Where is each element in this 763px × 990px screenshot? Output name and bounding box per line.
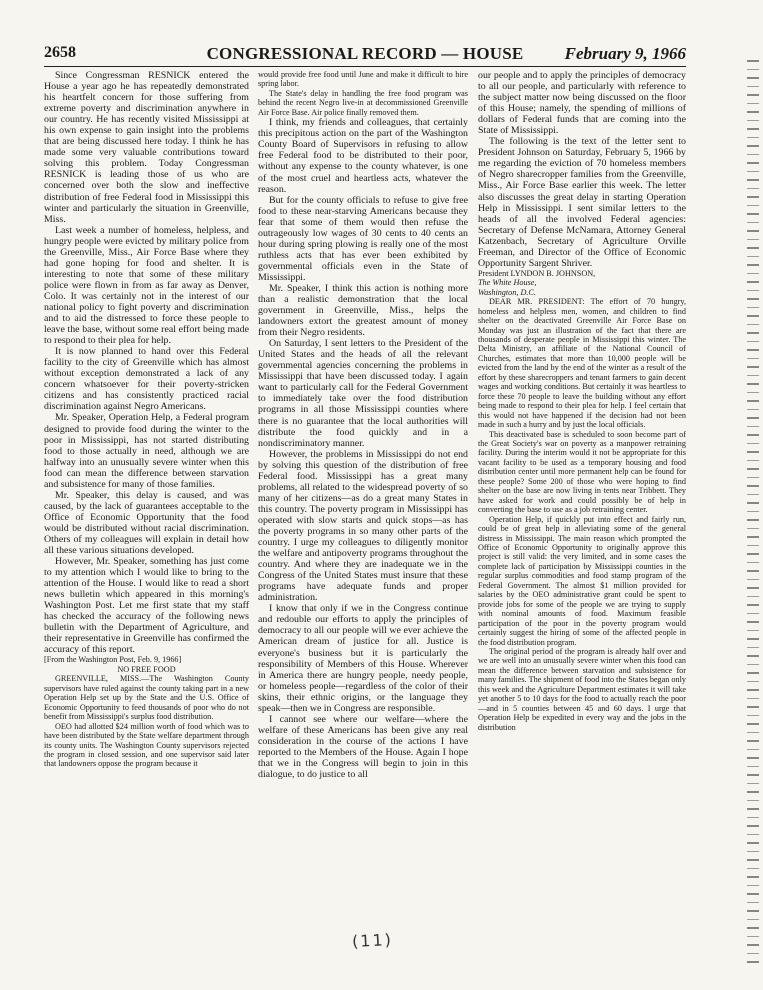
issue-date: February 9, 1966 bbox=[564, 44, 686, 63]
paragraph: Mr. Speaker, Operation Help, a Federal program designed to provide food during the winter to the poor in Mississippi, has not started distributing food to those actually in need, although we are halfway into an unusually severe winter when this food can mean the difference between starvation and subsistence for many of those families. bbox=[44, 412, 249, 490]
letter-paragraph: DEAR MR. PRESIDENT: The effort of 70 hungry, homeless and helpless men, women, and children to find shelter on the deactivated Greenville Air Force Base on Monday was just an illustration of the fact that there are thousands of desperate people in Mississippi this winter. The Delta Ministry, an affiliate of the National Council of Churches, estimates that more than 10,000 people will be evicted from the land by the end of the winter as a result of the effort by these sharecroppers and tenant farmers to gain decent wages and working conditions. But certainly it was heartless to force these 70 people to leave the building without any effort being made to respond to their plea for help. I feel certain that this would not have happened if the decision had not been made in such a hurry and by just the local officials. bbox=[478, 297, 686, 430]
column-2 bbox=[258, 70, 468, 780]
handwritten-page-note: (11) bbox=[351, 929, 394, 952]
paragraph: Last week a number of homeless, helpless, and hungry people were evicted by military police from the Greenville, Miss., Air Force Base where they had gone hoping for food and shelter. It is interesting to note that some of these military police were flown in from as far away as Denver, Colo. It was certainly not in the interest of our national policy to fight poverty and discrimination and to aid the distressed to force these people to leave the base, without some real effort being made to respond to their plea for help. bbox=[44, 224, 249, 347]
news-paragraph: The State's delay in handling the free food program was behind the recent Negro live-in at decommissioned Greenville Air Force Base. Air police finally removed them. bbox=[258, 88, 468, 117]
paragraph: Mr. Speaker, this delay is caused, and was caused, by the lack of guarantees acceptable to the Office of Economic Opportunity that the food would be distributed without racial discrimination. Others of my colleagues will explain in detail how all these various situations developed. bbox=[44, 489, 249, 557]
paragraph: It is now planned to hand over this Federal facility to the city of Greenville which has almost without exception demonstrated a lack of any concern whatsoever for their poverty-stricken citizens and has consistently practiced racial discrimination against Negro Americans. bbox=[44, 346, 249, 413]
paragraph: I cannot see where our welfare—where the welfare of these Americans has been give any real consideration in the course of the actions I have reported to the Members of the House. Again I hope that we in the Congress will begin to join in this dialogue, to do justice to all bbox=[258, 713, 468, 781]
paragraph: On Saturday, I sent letters to the President of the United States and the heads of all the relevant governmental agencies concerning the problems in Mississippi that have been discussed today. I again want to particularly call for the Federal Government to immediately take over the food distribution programs in all those Mississippi counties where there is no guarantee that the local authorities will distribute the food quickly and in a nondiscriminatory manner. bbox=[258, 338, 468, 449]
paragraph: But for the county officials to refuse to give free food to these near-starving Americans because they fear that some of them would then refuse the outrageously low wages of 30 cents to 40 cents an hour during spring plowing is really one of the most ruthless acts that has ever been exhibited by governmental officials even in the State of Mississippi. bbox=[258, 194, 468, 283]
news-paragraph: would provide free food until June and make it difficult to hire spring labor. bbox=[258, 70, 468, 89]
page-number: 2658 bbox=[44, 44, 76, 61]
column-1 bbox=[44, 70, 249, 769]
paragraph: our people and to apply the principles of democracy to all our people, and particularly with reference to the subject matter now being discussed on the floor of this House; namely, the spending of millions of dollars of Federal funds that are coming into the State of Mississippi. bbox=[478, 70, 686, 137]
paragraph: Since Congressman RESNICK entered the House a year ago he has repeatedly demonstrated his heartfelt concern for those suffering from extreme poverty and discrimination anywhere in our country. He has recently visited Mississippi at his own expense to gain insight into the problems that are being discussed here today. I think he has made some very valuable contributions toward solving this problem. Today Congressman RESNICK is leading those of us who are concerned over both the slow and ineffective distribution of free Federal food in Mississippi this winter and particularly the situation in Greenville, Miss. bbox=[44, 70, 249, 225]
article-heading: NO FREE FOOD bbox=[117, 664, 176, 674]
letter-paragraph: Operation Help, if quickly put into effect and fairly run, could be of great help in alleviating some of the general distress in Mississippi. The main reason which prompted the Office of Economic Opportunity to originally approve this project is still valid: the very limited, and in some cases the complete lack of participation by Mississippi counties in the regular surplus commodities and food stamp program of the Federal Government. The almost $1 million provided for salaries by the OEO administrative grant could be spent to provide jobs for some of the people we are trying to supply with nominal amounts of food. Maximum feasible participation of the poor in the poverty program would certainly suggest the hiring of some of the affected people in the food distribution program. bbox=[478, 514, 686, 647]
binding-margin-marks bbox=[747, 60, 759, 965]
paragraph: I know that only if we in the Congress continue and redouble our efforts to apply the principles of democracy to all our people will we ever achieve the American dream of justice for all. Justice is everyone's business but it is particularly the responsibility of Members of this House. Wherever in America there are hungry people, needy people, or homeless people—regardless of the color of their skins, their ethnic origins, or the language they speak—then we in Congress are responsible. bbox=[258, 603, 468, 714]
letter-address bbox=[478, 269, 686, 297]
paragraph: I think, my friends and colleagues, that certainly this precipitous action on the part of the Washington County Board of Supervisors in refusing to allow free Federal food to be distributed to their poor, without any expense to the county whatever, is one of the most cruel and heartless acts, whatever the reason. bbox=[258, 117, 468, 195]
address-line: Washington, D.C. bbox=[478, 287, 536, 297]
letter-paragraph: The original period of the program is already half over and we are well into an unusually severe winter when this food can mean the difference between starvation and subsistence for many families. The shipment of food into the States began only this week and the Agriculture Department estimates it will take yet another 5 to 10 days for the food to actually reach the poor—and in 5 counties between 45 and 60 days. I urge that Operation Help be expedited in every way and the jobs in the distribution bbox=[478, 646, 686, 732]
source-citation: [From the Washington Post, Feb. 9, 1966] bbox=[44, 655, 182, 665]
letter-paragraph: This deactivated base is scheduled to soon become part of the Great Society's war on poverty as a manpower retraining facility. During the interim would it not be appropriate for this vacant facility to be used as a temporary housing and food distribution center until more permanent help can be found for these people? Some 200 of those who were hoping to find shelter on the base are now living in tents near Tribbett. They have asked for work and could possibly be of help in converting the base to use as a job retraining center. bbox=[478, 429, 686, 515]
paragraph: Mr. Speaker, I think this action is nothing more than a realistic demonstration that the local government in Greenville, Miss., helps the landowners extort the greatest amount of money from their Negro residents. bbox=[258, 282, 468, 339]
paragraph: However, Mr. Speaker, something has just come to my attention which I would like to bring to the attention of the House. I would like to read a short news bulletin which appeared in this morning's Washington Post. Let me first state that my staff has checked the accuracy of the following news bulletin with the Department of Agriculture, and their representative in Greenville has confirmed the accuracy of this report. bbox=[44, 556, 249, 656]
address-line: The White House, bbox=[478, 278, 537, 288]
news-paragraph: GREENVILLE, MISS.—The Washington County supervisors have ruled against the county taking part in a new Operation Help set up by the State and the U.S. Office of Economic Opportunity to feed thousands of poor who do not benefit from Mississippi's surplus food distribution. bbox=[44, 674, 249, 722]
page-header bbox=[44, 44, 686, 64]
news-paragraph: OEO had allotted $24 million worth of food which was to have been distributed by the State welfare department through its county units. The Washington County supervisors rejected the program in closed session, and one supervisor said later that landowners oppose the program because it bbox=[44, 721, 249, 769]
paragraph: The following is the text of the letter sent to President Johnson on Saturday, February 5, 1966 by me regarding the eviction of 70 homeless members of Negro sharecropper families from the Greenville, Miss., Air Force Base earlier this week. The letter also discusses the great delay in starting Operation Help in Mississippi. I sent similar letters to the heads of all the involved Federal agencies: Secretary of Defense McNamara, Attorney General Katzenbach, Secretary of Agriculture Orville Freeman, and Director of the Office of Economic Opportunity Sargent Shriver. bbox=[478, 136, 686, 269]
header-rule bbox=[44, 66, 686, 67]
journal-title: CONGRESSIONAL RECORD — HOUSE bbox=[206, 44, 524, 63]
column-3 bbox=[478, 70, 686, 732]
address-line: President LYNDON B. JOHNSON, bbox=[478, 268, 596, 278]
paragraph: However, the problems in Mississippi do not end by solving this question of the distribution of free Federal food. Mississippi has a great many problems, all related to the widespread poverty of so many of her citizens—as do a great many States in this country. The poverty program in Mississippi has operated with slow starts and quick stops—as has the poverty programs in so many other parts of the country. I urge my colleagues to diligently monitor the welfare and antipoverty programs throughout the country. And where they are inadequate we in the Congress of the United States must insure that these programs have adequate funds and proper administration. bbox=[258, 448, 468, 604]
